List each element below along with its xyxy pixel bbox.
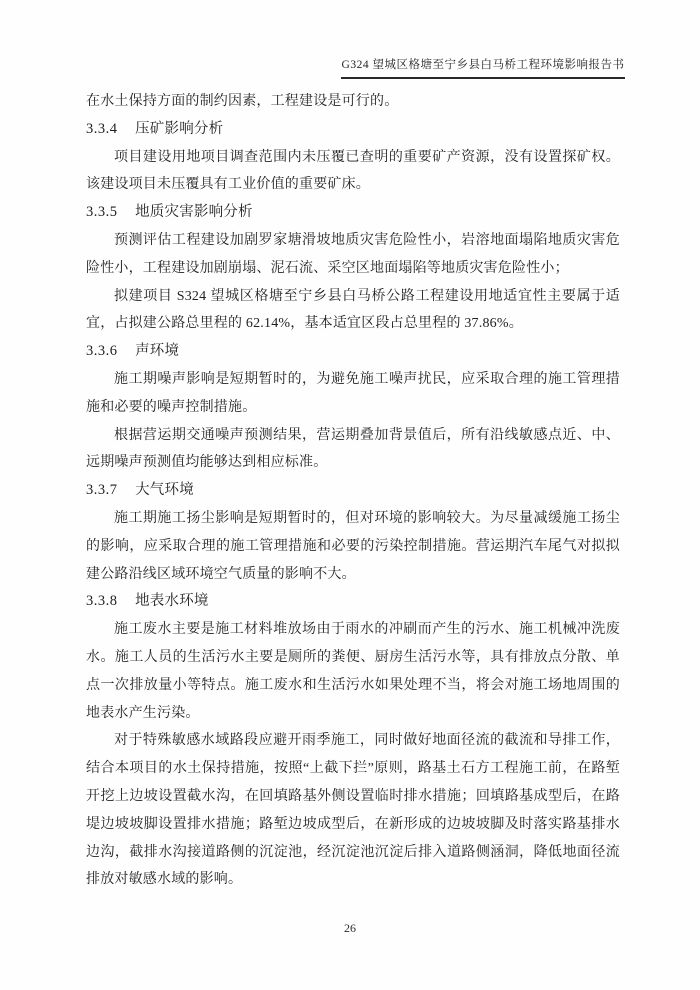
- section-heading-3-3-7: [86, 477, 620, 505]
- paragraph: 施工期施工扬尘影响是短期暂时的，但对环境的影响较大。为尽量减缓施工扬尘的影响，应采取合理的施工管理措施和必要的污染控制措施。营运期汽车尾气对拟拟建公路沿线区域环境空气质量的影响不大。: [86, 510, 620, 582]
- paragraph: 根据营运期交通噪声预测结果，营运期叠加背景值后，所有沿线敏感点近、中、远期噪声预测值均能够达到相应标准。: [86, 427, 620, 471]
- section-heading-3-3-6: [86, 338, 620, 366]
- section-number: 3.3.8: [86, 593, 118, 610]
- section-number: 3.3.7: [86, 482, 118, 499]
- document-body: [86, 88, 620, 894]
- section-number: 3.3.6: [86, 343, 118, 360]
- section-heading-3-3-8: [86, 588, 620, 616]
- section-number: 3.3.5: [86, 204, 118, 221]
- page-number: 26: [344, 921, 356, 935]
- page-header: [341, 56, 625, 79]
- section-title: 地质灾害影响分析: [135, 204, 253, 221]
- section-title: 地表水环境: [135, 593, 209, 610]
- paragraph: 施工废水主要是施工材料堆放场由于雨水的冲刷而产生的污水、施工机械冲洗废水。施工人员的生活污水主要是厕所的粪便、厨房生活污水等，具有排放点分散、单点一次排放量小等特点。施工废水和生活污水如果处理不当，将会对施工场地周围的地表水产生污染。: [86, 622, 620, 721]
- section-title: 声环境: [135, 343, 180, 360]
- intro-paragraph: 在水土保持方面的制约因素，工程建设是可行的。: [86, 94, 399, 109]
- section-heading-3-3-5: [86, 199, 620, 227]
- paragraph: 施工期噪声影响是短期暂时的，为避免施工噪声扰民，应采取合理的施工管理措施和必要的噪声控制措施。: [86, 371, 620, 415]
- section-heading-3-3-4: [86, 116, 620, 144]
- paragraph: 拟建项目 S324 望城区格塘至宁乡县白马桥公路工程建设用地适宜性主要属于适宜，占拟建公路总里程的 62.14%，基本适宜区段占总里程的 37.86%。: [86, 288, 620, 332]
- paragraph: 对于特殊敏感水域路段应避开雨季施工，同时做好地面径流的截流和导排工作，结合本项目的水土保持措施，按照“上截下拦”原则，路基土石方工程施工前，在路堑开挖上边坡设置截水沟，在回填路基外侧设置临时排水措施；回填路基成型后，在路堤边坡坡脚设置排水措施；路堑边坡成型后，在新形成的边坡坡脚及时落实路基排水边沟，截排水沟接道路侧的沉淀池，经沉淀池沉淀后排入道路侧涵洞，降低地面径流排放对敏感水域的影响。: [86, 733, 620, 888]
- section-number: 3.3.4: [86, 120, 118, 137]
- page-footer: [0, 921, 700, 936]
- paragraph: 项目建设用地项目调查范围内未压覆已查明的重要矿产资源，没有设置探矿权。该建设项目未压覆具有工业价值的重要矿床。: [86, 149, 620, 193]
- section-title: 大气环境: [135, 482, 194, 499]
- section-title: 压矿影响分析: [135, 120, 224, 137]
- paragraph: 预测评估工程建设加剧罗家塘滑坡地质灾害危险性小，岩溶地面塌陷地质灾害危险性小，工程建设加剧崩塌、泥石流、采空区地面塌陷等地质灾害危险性小；: [86, 232, 620, 276]
- header-title: G324 望城区格塘至宁乡县白马桥工程环境影响报告书: [341, 59, 625, 71]
